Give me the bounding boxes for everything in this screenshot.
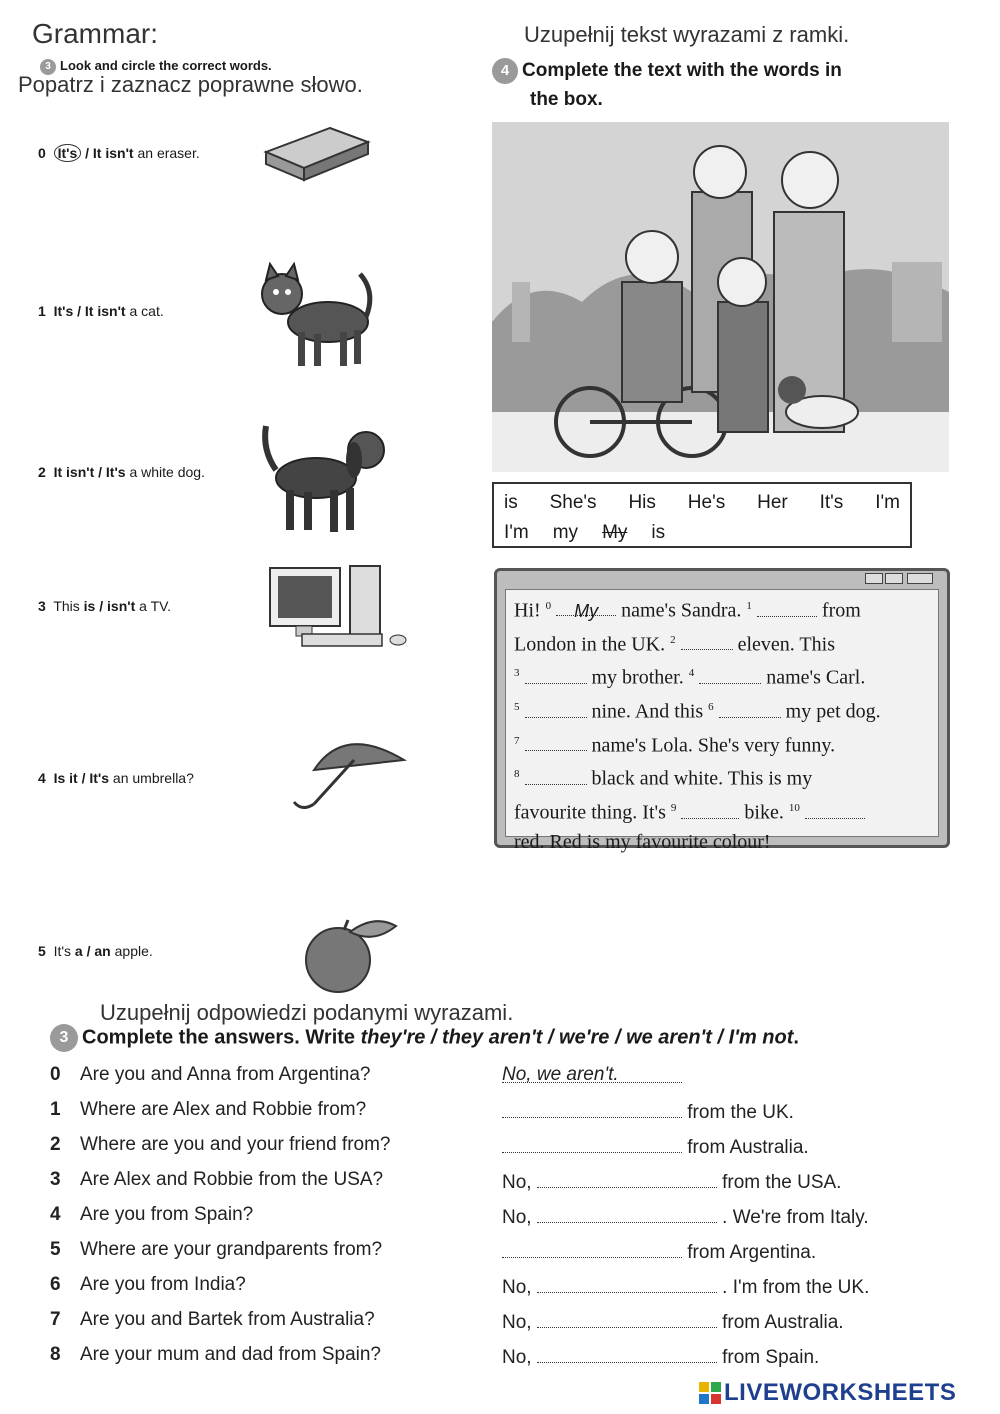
gap-7-input[interactable] <box>525 732 587 751</box>
option-a[interactable]: It's <box>53 303 74 319</box>
ex3-item-0 <box>38 145 200 161</box>
sep: / <box>73 303 85 319</box>
text-part: name's Carl. <box>761 666 866 689</box>
word-chip: She's <box>549 492 597 513</box>
answer-prefix: No, <box>502 1207 537 1228</box>
word-chip-struck: My <box>602 522 628 543</box>
question-number: 0 <box>50 1064 61 1085</box>
answer-prefix: No, <box>502 1347 537 1368</box>
text-part: Hi! <box>514 599 541 622</box>
circled-answer[interactable]: It's <box>54 144 82 162</box>
question-text: Are you and Bartek from Australia? <box>80 1309 375 1330</box>
option-b[interactable]: It's <box>89 770 110 786</box>
item-pre: This <box>53 598 84 614</box>
ex5-row-4 <box>50 1204 950 1234</box>
item-number: 0 <box>38 145 46 161</box>
gap-5-input[interactable] <box>525 699 587 718</box>
item-rest: apple. <box>110 943 153 959</box>
instruction-pl-right: Uzupełnij tekst wyrazami z ramki. <box>524 22 850 47</box>
text-part: black and white. This is my <box>586 767 813 790</box>
item-rest: an eraser. <box>133 145 200 161</box>
text-part: from <box>816 599 861 622</box>
question-number: 3 <box>50 1169 61 1190</box>
family-illustration <box>492 122 949 472</box>
maximize-icon <box>885 573 903 584</box>
item-rest: an umbrella? <box>109 770 194 786</box>
ex5-row-2 <box>50 1134 950 1164</box>
text-part: name's Sandra. <box>616 599 742 622</box>
close-icon <box>907 573 933 584</box>
text-window <box>494 568 950 853</box>
ex3-subtitle-pl: Popatrz i zaznacz poprawne słowo. <box>18 72 363 97</box>
text-part: bike. <box>739 801 784 824</box>
gap-1-input[interactable] <box>757 598 817 617</box>
answer <box>502 1344 819 1369</box>
ex5-row-6 <box>50 1274 950 1304</box>
word-chip: I'm <box>504 522 529 543</box>
gap-2-input[interactable] <box>681 631 733 650</box>
gap-number: 9 <box>670 801 677 814</box>
question-number: 1 <box>50 1099 61 1120</box>
answer-input[interactable] <box>537 1274 717 1293</box>
answer-suffix: . We're from Italy. <box>716 1207 869 1228</box>
text-part: name's Lola. She's very funny. <box>586 734 836 757</box>
option-b[interactable]: an <box>94 943 111 959</box>
logo-mark-icon <box>698 1381 722 1405</box>
answer-suffix: from Spain. <box>716 1347 820 1368</box>
ex5-row-3 <box>50 1169 950 1199</box>
word-chip: is <box>651 522 666 543</box>
ex5-title-words: they're / they aren't / we're / we aren't / I'm not <box>360 1026 794 1049</box>
eraser-icon <box>260 122 372 184</box>
item-number: 2 <box>38 464 46 480</box>
question-number: 5 <box>50 1239 61 1260</box>
option-b[interactable]: It's <box>105 464 126 480</box>
answer-input[interactable] <box>537 1344 717 1363</box>
answer-suffix: from the USA. <box>716 1172 842 1193</box>
dog-icon <box>256 420 396 540</box>
answer-suffix: . I'm from the UK. <box>716 1277 870 1298</box>
logo-text: LIVEWORKSHEETS <box>724 1379 957 1406</box>
umbrella-icon <box>284 730 414 814</box>
sep: / <box>77 770 90 786</box>
cat-icon <box>248 262 378 372</box>
answer <box>502 1134 809 1159</box>
option-a[interactable]: Is it <box>53 770 78 786</box>
text-part: my brother. <box>586 666 684 689</box>
question-number: 6 <box>50 1274 61 1295</box>
question-text: Where are you and your friend from? <box>80 1134 391 1155</box>
answer-suffix: from the UK. <box>682 1102 794 1123</box>
word-chip: Her <box>757 492 788 513</box>
item-rest: a cat. <box>125 303 164 319</box>
text-part: nine. And this <box>586 700 704 723</box>
text-part: eleven. This <box>732 633 835 656</box>
gap-number: 8 <box>514 768 520 781</box>
option-b[interactable]: It isn't <box>84 303 126 319</box>
minimize-icon <box>865 573 883 584</box>
question-number: 4 <box>50 1204 61 1225</box>
ex5-row-1 <box>50 1099 950 1129</box>
word-chip: my <box>552 522 579 543</box>
item-pre: It's <box>53 943 75 959</box>
word-chip: is <box>504 492 518 513</box>
text-part: my pet dog. <box>780 700 881 723</box>
answer-input[interactable] <box>537 1169 717 1188</box>
answer-input[interactable] <box>502 1099 682 1118</box>
option-a[interactable]: a <box>74 943 83 959</box>
gap-number: 10 <box>788 801 800 814</box>
option-a[interactable]: It isn't <box>53 464 95 480</box>
gap-9-input[interactable] <box>681 800 739 819</box>
gap-number: 2 <box>670 633 676 646</box>
ex5-row-0 <box>50 1064 950 1094</box>
question-text: Are you from Spain? <box>80 1204 254 1225</box>
word-box <box>492 482 912 548</box>
ex3-item-5 <box>38 943 153 959</box>
gap-10-input[interactable] <box>805 800 865 819</box>
ex5-title <box>50 1024 799 1052</box>
ex5-row-5 <box>50 1239 950 1269</box>
ex5-row-8 <box>50 1344 950 1374</box>
gap-0-example: My <box>556 597 616 616</box>
word-box-row-1 <box>504 488 900 518</box>
answer <box>502 1169 841 1194</box>
answer <box>502 1204 869 1229</box>
question-text: Are you from India? <box>80 1274 246 1295</box>
question-number: 2 <box>50 1134 61 1155</box>
answer-prefix: No, <box>502 1312 537 1333</box>
question-text: Are you and Anna from Argentina? <box>80 1064 371 1085</box>
sep: / <box>81 145 93 161</box>
item-rest: a white dog. <box>125 464 205 480</box>
question-text: Where are your grandparents from? <box>80 1239 383 1260</box>
item-number: 3 <box>38 598 46 614</box>
gap-8-input[interactable] <box>525 766 587 785</box>
question-text: Are Alex and Robbie from the USA? <box>80 1169 384 1190</box>
text-part: favourite thing. It's <box>514 801 666 824</box>
ex3-item-1 <box>38 303 164 319</box>
gap-number: 5 <box>514 700 520 713</box>
ex4-title-line2: the box. <box>530 89 603 110</box>
answer <box>502 1099 794 1124</box>
answer-input[interactable] <box>502 1239 682 1258</box>
gap-6-input[interactable] <box>719 699 781 718</box>
gap-number: 4 <box>688 667 695 680</box>
option-b[interactable]: It isn't <box>92 145 134 161</box>
gap-number: 0 <box>545 600 552 612</box>
gap-number: 3 <box>514 667 520 680</box>
grammar-heading: Grammar: <box>32 18 158 49</box>
ex4-title-line1: Complete the text with the words in <box>522 60 842 81</box>
ex4-number-badge: 4 <box>492 58 518 84</box>
answer-suffix: from Australia. <box>716 1312 844 1333</box>
question-number: 8 <box>50 1344 61 1365</box>
ex3-item-2 <box>38 464 205 480</box>
ex5-title-prefix: Complete the answers. Write <box>82 1026 361 1049</box>
word-chip: His <box>628 492 656 513</box>
example-answer: No, we aren't. <box>502 1064 682 1083</box>
ex5-title-end: . <box>793 1026 799 1049</box>
word-chip: He's <box>687 492 726 513</box>
ex4-title <box>492 56 842 114</box>
apple-icon <box>290 912 402 996</box>
tv-computer-icon <box>266 562 412 652</box>
gap-4-input[interactable] <box>699 665 761 684</box>
answer <box>502 1239 816 1264</box>
item-number: 1 <box>38 303 46 319</box>
ex5-subtitle-pl: Uzupełnij odpowiedzi podanymi wyrazami. <box>100 1000 514 1025</box>
gap-number: 7 <box>514 734 520 747</box>
word-chip: I'm <box>875 492 900 513</box>
answer-suffix: from Argentina. <box>682 1242 817 1263</box>
answer <box>502 1064 682 1086</box>
question-text: Are your mum and dad from Spain? <box>80 1344 381 1365</box>
story-text <box>505 589 939 853</box>
text-part: red. Red is my favourite colour! <box>514 830 771 853</box>
word-chip: It's <box>819 492 844 513</box>
text-part: London in the UK. <box>514 633 666 656</box>
question-text: Where are Alex and Robbie from? <box>80 1099 367 1120</box>
sep: / <box>95 598 108 614</box>
sep: / <box>94 464 106 480</box>
gap-number: 1 <box>746 600 752 612</box>
answer-input[interactable] <box>502 1134 682 1153</box>
ex3-item-4 <box>38 770 194 786</box>
item-rest: a TV. <box>135 598 172 614</box>
liveworksheets-logo <box>698 1380 956 1406</box>
sep: / <box>82 943 95 959</box>
answer-input[interactable] <box>537 1309 717 1328</box>
answer <box>502 1309 844 1334</box>
answer-suffix: from Australia. <box>682 1137 809 1158</box>
answer-prefix: No, <box>502 1277 537 1298</box>
answer-prefix: No, <box>502 1172 537 1193</box>
gap-number: 6 <box>708 700 714 713</box>
ex3-number-badge: 3 <box>40 59 56 75</box>
ex5-number-badge: 3 <box>50 1024 78 1052</box>
item-number: 4 <box>38 770 46 786</box>
option-a[interactable]: is <box>83 598 96 614</box>
item-number: 5 <box>38 943 46 959</box>
answer <box>502 1274 869 1299</box>
question-number: 7 <box>50 1309 61 1330</box>
option-b[interactable]: isn't <box>107 598 136 614</box>
word-box-row-2 <box>504 518 900 548</box>
ex3-title-text: Look and circle the correct words. <box>60 58 272 73</box>
ex5-row-7 <box>50 1309 950 1339</box>
ex3-item-3 <box>38 598 171 614</box>
answer-input[interactable] <box>537 1204 717 1223</box>
gap-3-input[interactable] <box>525 665 587 684</box>
